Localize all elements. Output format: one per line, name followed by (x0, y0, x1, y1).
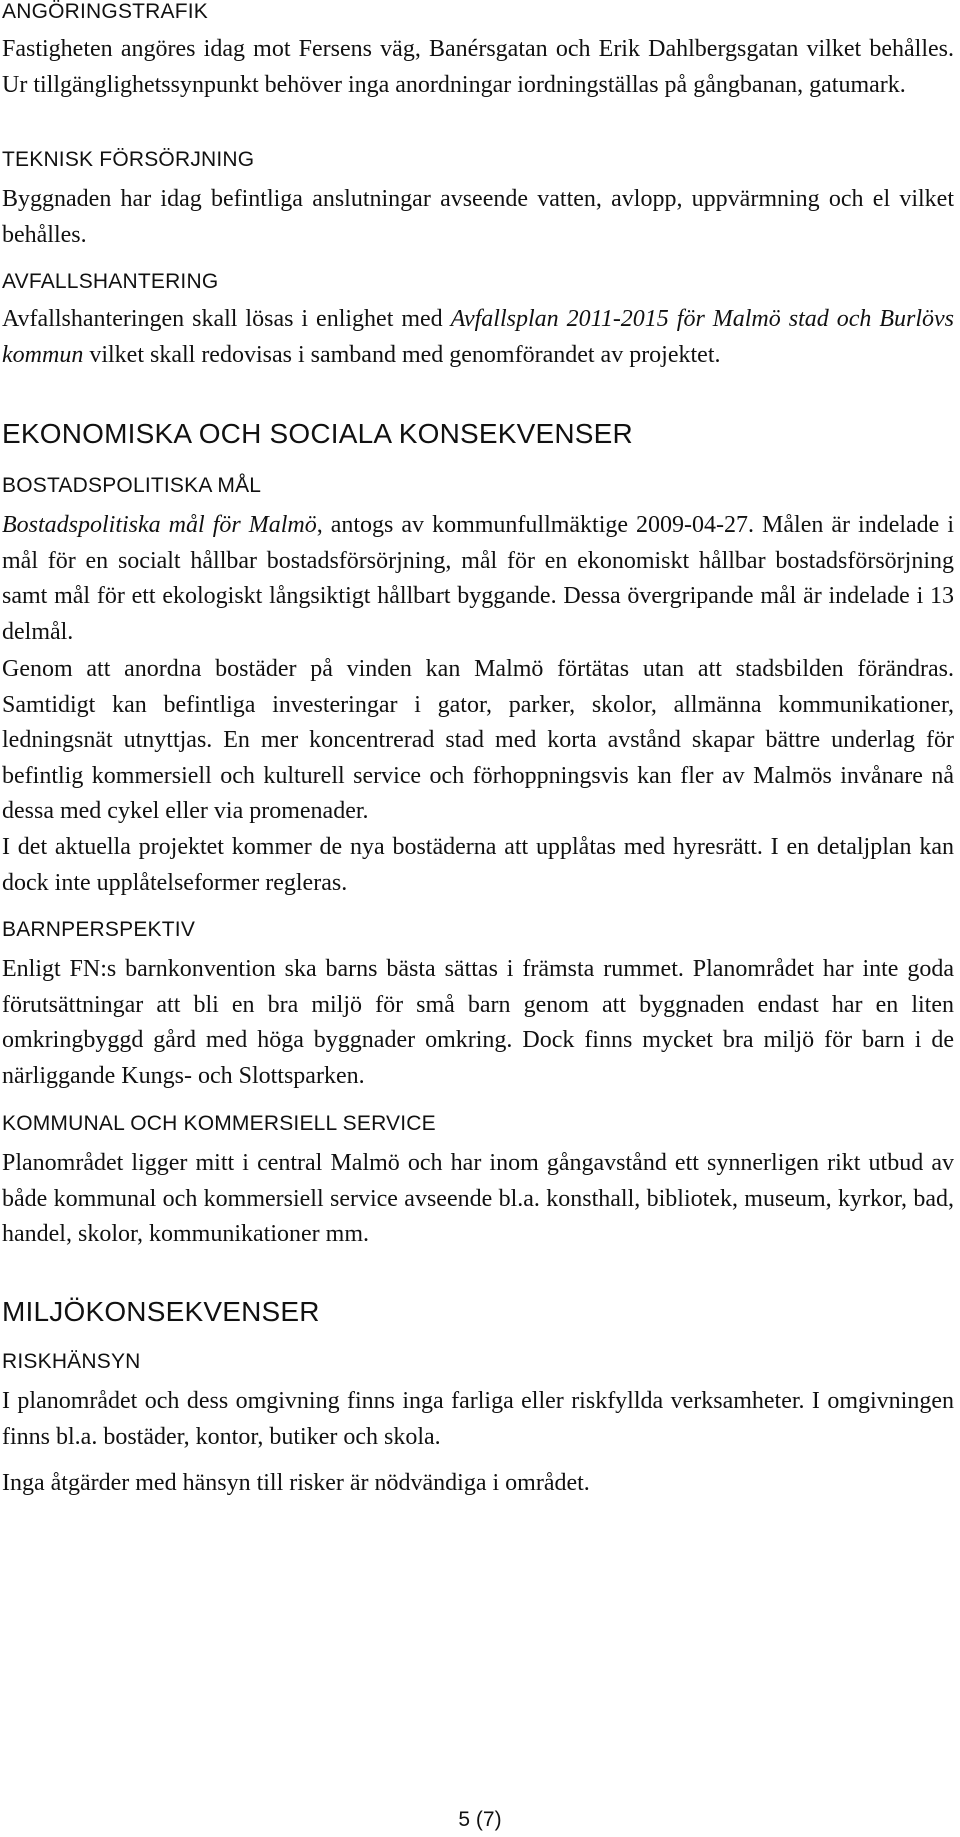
heading-teknisk-forsorjning: TEKNISK FÖRSÖRJNING (2, 148, 255, 171)
page-number: 5 (7) (458, 1808, 502, 1831)
paragraph-avfallshantering (2, 302, 954, 373)
paragraph-teknisk-forsorjning: Byggnaden har idag befintliga anslutningar avseende vatten, avlopp, uppvärmning och el vilket behålles. (2, 186, 954, 248)
heading-angoringstrafik: ANGÖRINGSTRAFIK (2, 0, 209, 23)
paragraph-barnperspektiv: Enligt FN:s barnkonvention ska barns bästa sättas i främsta rummet. Planområdet har inte goda förutsättningar att bli en bra miljö för små barn genom att byggnaden endast har en liten omkringbyggd gård med höga byggnader omkring. Dock finns mycket bra miljö för barn i de närliggande Kungs- och Slottsparken. (2, 956, 954, 1089)
heading-bostadspolitiska-mal: BOSTADSPOLITISKA MÅL (2, 474, 262, 497)
paragraph-riskhansyn-1: I planområdet och dess omgivning finns inga farliga eller riskfyllda verksamheter. I omgivningen finns bl.a. bostäder, kontor, butiker och skola. (2, 1388, 954, 1450)
paragraph-angoringstrafik: Fastigheten angöres idag mot Fersens väg, Banérsgatan och Erik Dahlbergsgatan vilket behålles. Ur tillgänglighetssynpunkt behöver inga anordningar iordningställas på gångbanan, gatumark. (2, 36, 954, 98)
avfall-text-before: Avfallshanteringen skall lösas i enlighet med (2, 306, 451, 332)
paragraph-bostadspolitiska-2: Genom att anordna bostäder på vinden kan Malmö förtätas utan att stadsbilden förändras. Samtidigt kan befintliga investeringar i gator, parker, skolor, allmänna kommunikationer, ledningsnät utnyttjas. En mer koncentrerad stad med korta avstånd skapar bättre underlag för befintlig kommersiell och kulturell service och förhoppningsvis kan fler av Malmös invånare nå dessa med cykel eller via promenader. (2, 656, 954, 824)
paragraph-riskhansyn-2: Inga åtgärder med hänsyn till risker är nödvändiga i området. (2, 1470, 590, 1496)
heading-barnperspektiv: BARNPERSPEKTIV (2, 918, 196, 941)
paragraph-kommunal-kommersiell-service: Planområdet ligger mitt i central Malmö och har inom gångavstånd ett synnerligen rikt utbud av både kommunal och kommersiell service avseende bl.a. konsthall, bibliotek, museum, kyrkor, bad, handel, skolor, kommunikationer mm. (2, 1150, 954, 1247)
heading-avfallshantering: AVFALLSHANTERING (2, 270, 219, 293)
heading-riskhansyn: RISKHÄNSYN (2, 1350, 141, 1373)
heading-miljokonsekvenser: MILJÖKONSEKVENSER (2, 1296, 320, 1327)
heading-ekonomiska-sociala-konsekvenser: EKONOMISKA OCH SOCIALA KONSEKVENSER (2, 418, 633, 449)
paragraph-bostadspolitiska-3: I det aktuella projektet kommer de nya bostäderna att upplåtas med hyresrätt. I en detaljplan kan dock inte upplåtelseformer regleras. (2, 834, 954, 896)
heading-kommunal-kommersiell-service: KOMMUNAL OCH KOMMERSIELL SERVICE (2, 1112, 436, 1135)
avfall-text-after: vilket skall redovisas i samband med genomförandet av projektet. (83, 341, 721, 368)
bostadspolitiska-title: Bostadspolitiska mål för Malmö (2, 512, 317, 538)
bostadspolitiska-text: , antogs av kommunfullmäktige 2009-04-27. Målen är indelade i mål för en socialt hållbar bostadsförsörjning, mål för en ekonomiskt hållbar bostadsförsörjning samt mål för ett ekologiskt långsiktigt hållbart byggande. Dessa övergripande mål är indelade i 13 delmål. (2, 512, 955, 645)
avfallsplan-title: Avfallsplan 2011-2015 för Malmö stad och Burlövs kommun (2, 306, 955, 368)
paragraph-bostadspolitiska-1 (2, 508, 954, 650)
